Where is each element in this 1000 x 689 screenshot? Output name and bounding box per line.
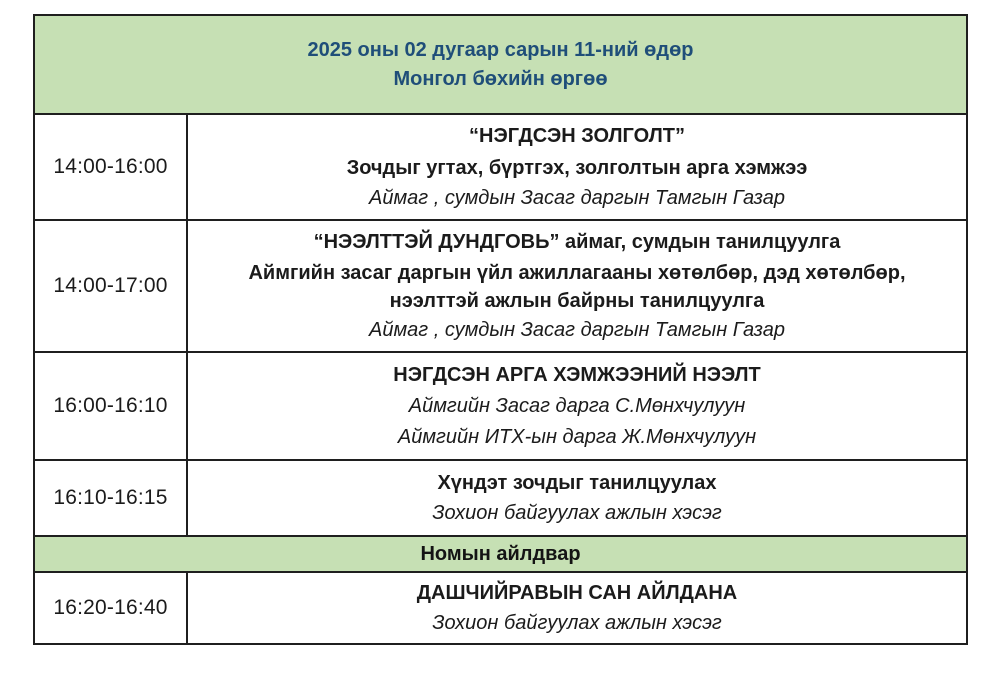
event-title: “НЭГДСЭН ЗОЛГОЛТ” <box>469 125 685 148</box>
event-organizer: Аймаг , сумдын Засаг даргын Тамгын Газар <box>368 186 785 209</box>
header-date-line: 2025 оны 02 дугаар сарын 11-ний өдөр <box>307 38 694 61</box>
event-description: Зочдыг угтах, бүртгэх, золголтын арга хэмжээ <box>346 156 808 179</box>
event-title: ДАШЧИЙРАВЫН САН АЙЛДАНА <box>416 582 738 605</box>
content-cell <box>188 115 966 219</box>
table-title-header <box>35 16 966 115</box>
table-row <box>35 221 966 353</box>
header-venue-line: Монгол бөхийн өргөө <box>393 67 608 90</box>
event-speaker: Аймгийн ИТХ-ын дарга Ж.Мөнхчулуун <box>397 426 757 448</box>
event-organizer: Аймаг , сумдын Засаг даргын Тамгын Газар <box>368 319 785 342</box>
content-cell <box>188 221 966 351</box>
table-row <box>35 353 966 461</box>
schedule-table <box>33 14 968 645</box>
event-title: “НЭЭЛТТЭЙ ДУНДГОВЬ” аймаг, сумдын танилцуулга <box>313 230 841 253</box>
time-cell: 16:10-16:15 <box>35 461 188 535</box>
time-cell: 14:00-16:00 <box>35 115 188 219</box>
table-row <box>35 573 966 643</box>
table-row <box>35 461 966 537</box>
content-cell <box>188 573 966 643</box>
event-organizer: Зохион байгуулах ажлын хэсэг <box>432 611 722 634</box>
time-cell: 14:00-17:00 <box>35 221 188 351</box>
event-title: Хүндэт зочдыг танилцуулах <box>437 471 717 494</box>
content-cell <box>188 353 966 459</box>
event-description: Аймгийн засаг даргын үйл ажиллагааны хөтөлбөр, дэд хөтөлбөр, нээлттэй ажлын байрны танилцуулга <box>248 261 906 312</box>
table-row <box>35 115 966 221</box>
content-cell <box>188 461 966 535</box>
time-cell: 16:20-16:40 <box>35 573 188 643</box>
time-cell: 16:00-16:10 <box>35 353 188 459</box>
event-speaker: Аймгийн Засаг дарга С.Мөнхчулуун <box>408 395 746 417</box>
section-banner: Номын айлдвар <box>35 537 966 573</box>
event-organizer: Зохион байгуулах ажлын хэсэг <box>432 502 722 525</box>
event-title: НЭГДСЭН АРГА ХЭМЖЭЭНИЙ НЭЭЛТ <box>393 364 761 386</box>
